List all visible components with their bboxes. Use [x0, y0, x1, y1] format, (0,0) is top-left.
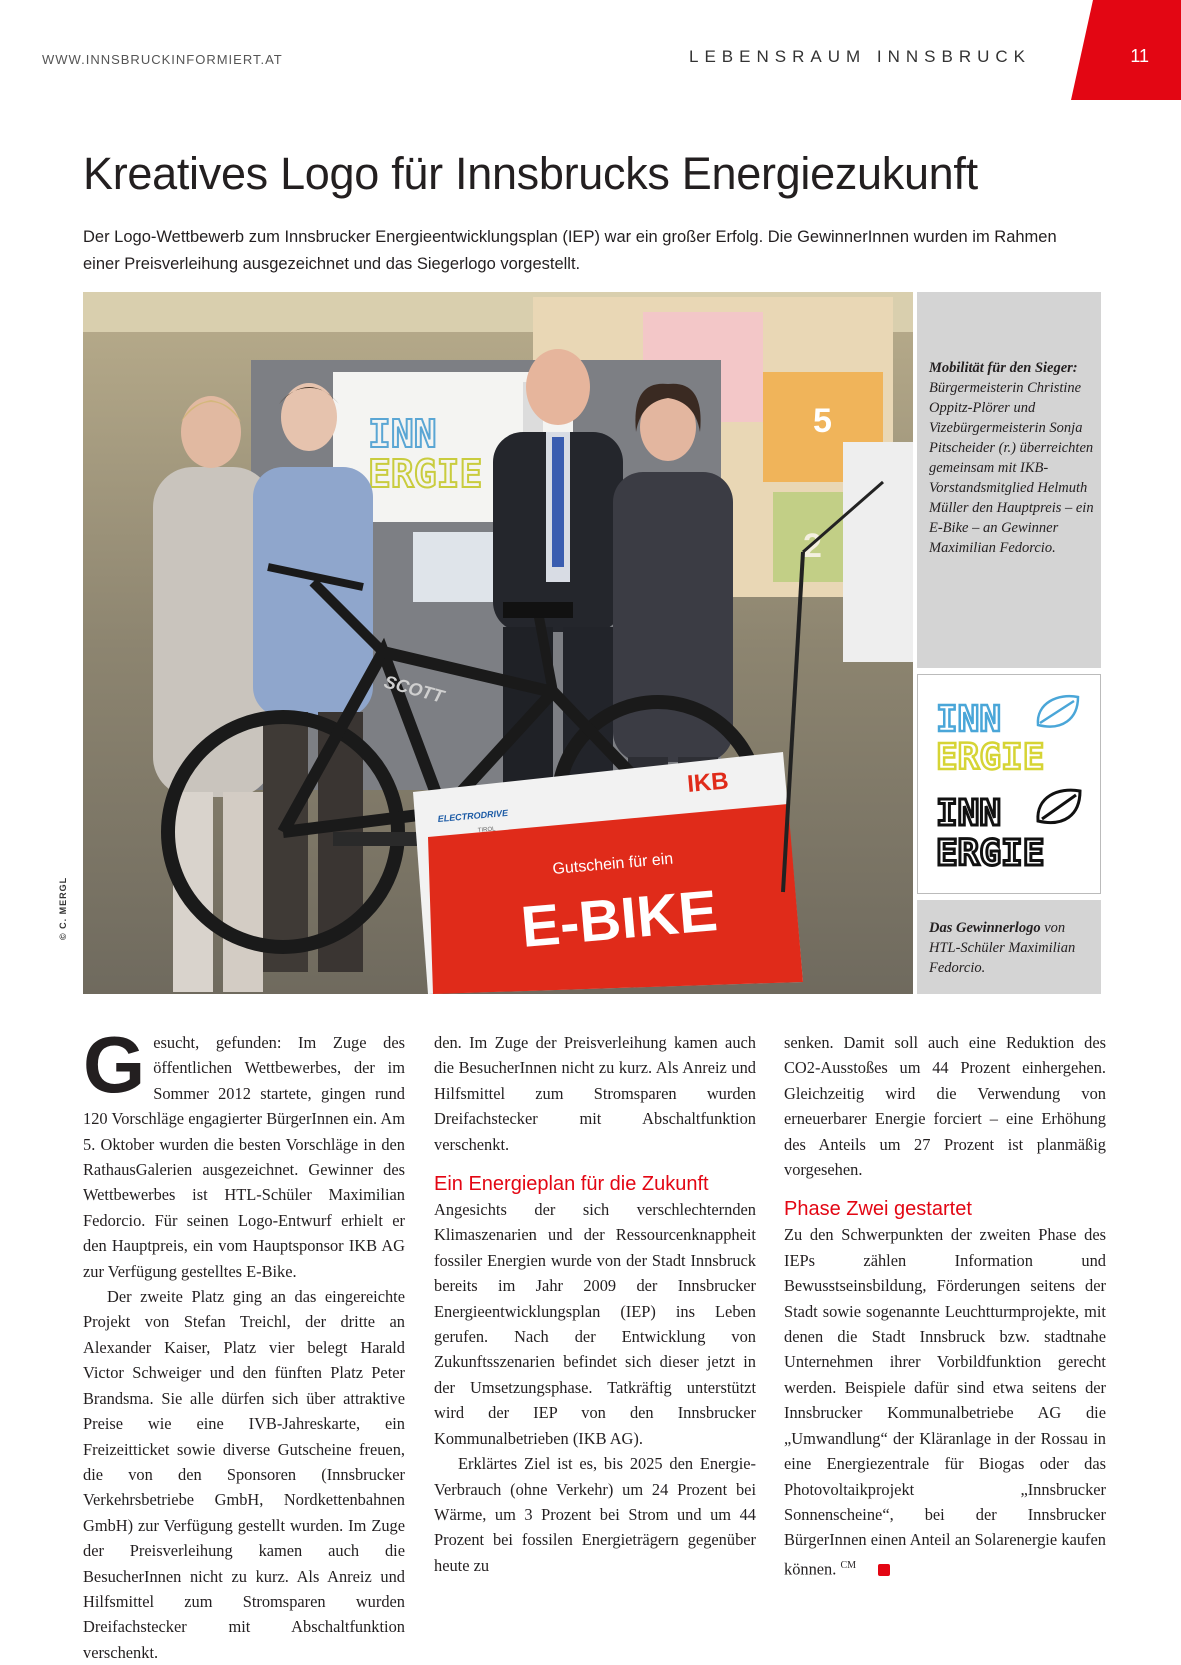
section-title: LEBENSRAUM INNSBRUCK	[689, 47, 1031, 66]
subheading-energy-plan: Ein Energieplan für die Zukunft	[434, 1173, 709, 1196]
subheading-phase-two: Phase Zwei gestartet	[784, 1198, 972, 1221]
winner-logo	[918, 675, 1100, 893]
voucher-sign-sponsor-sub: TIROL	[477, 826, 496, 834]
website-url: WWW.INNSBRUCKINFORMIERT.AT	[42, 52, 283, 67]
board-paper	[413, 532, 493, 602]
screen-number-5: 5	[813, 402, 832, 440]
drop-cap: G	[83, 1020, 146, 1109]
winner-logo-box	[917, 674, 1101, 894]
award-photo-illustration	[83, 292, 913, 994]
photo-caption-bold: Mobilität für den Sieger:	[929, 360, 1078, 376]
body-paragraph-2-cont: den. Im Zuge der Preisverleihung kamen auch die BesucherInnen nicht zu kurz. Als Anreiz und Hilfsmittel zum Stromsparen wurden Dreifachstecker mit Abschaltfunktion verschenkt.	[434, 1033, 756, 1154]
board-logo-line2: ERGIE	[368, 452, 483, 496]
body-column-2	[434, 1030, 756, 1578]
page-number-tab	[1071, 0, 1181, 100]
body-paragraph-4-cont: senken. Damit soll auch eine Reduktion des CO2-Ausstoßes um 44 Prozent einhergehen. Gleichzeitig wird die Verwendung von erneuerbarer Energie forciert – eine Erhöhung des Anteils um 27 Prozent ist planmäßig vorgesehen.	[784, 1033, 1106, 1180]
leaf-icon	[1038, 696, 1078, 726]
body-column-3	[784, 1030, 1106, 1582]
award-photo	[83, 292, 913, 994]
end-mark-icon	[878, 1564, 890, 1576]
logo-color-line2: ERGIE	[936, 737, 1045, 778]
body-paragraph-5	[784, 1222, 1106, 1581]
logo-caption	[929, 918, 1099, 978]
board-logo-line1: INN	[368, 412, 437, 456]
voucher-sign-brand: IKB	[686, 767, 730, 798]
voucher-sign-top: Gutschein für ein	[551, 850, 674, 878]
body-paragraph-5-text: Zu den Schwerpunkten der zweiten Phase des IEPs zählen Information und Bewusstseinsbildung, Förderungen seitens der Stadt sowie sogenannte Leuchtturmprojekte, mit denen die Stadt Innsbruck bzw. stadtnahe Unternehmen ihrer Vorbildfunktion gerecht werden. Beispiele dafür sind etwa seitens der Innsbrucker Kommunalbetriebe AG die „Umwandlung“ der Kläranlage in der Rossau in eine Energiezentrale für Biogas oder das Photovoltaikprojekt „Innsbrucker Sonnenscheine“, bei der Innsbrucker BürgerInnen einen Anteil an Solarenergie kaufen können.	[784, 1225, 1106, 1579]
body-paragraph-4: Erklärtes Ziel ist es, bis 2025 den Energie-Verbrauch (ohne Verkehr) um 24 Prozent bei Wärme, um 3 Prozent bei Strom und um 44 Prozent bei fossilen Energieträgern gegenüber heute zu	[434, 1454, 756, 1575]
photo-caption	[929, 358, 1099, 558]
article-lead: Der Logo-Wettbewerb zum Innsbrucker Energieentwicklungsplan (IEP) war ein großer Erfolg. Die GewinnerInnen wurden im Rahmen einer Preisverleihung ausgezeichnet und das Siegerlogo vorgestellt.	[83, 228, 1057, 273]
author-signature: CM	[840, 1559, 857, 1571]
screen-number-2: 2	[803, 527, 822, 565]
logo-bw-line1: INN	[936, 793, 1002, 834]
photo-caption-text: Bürgermeisterin Christine Oppitz-Plörer und Vizebürgermeisterin Sonja Pitscheider (r.) überreichten gemeinsam mit IKB-Vorstandsmitglied Helmuth Müller den Hauptpreis – ein E-Bike – an Gewinner Maximilian Fedorcio.	[929, 380, 1094, 556]
page-number: 11	[1130, 46, 1149, 66]
voucher-sign	[413, 752, 803, 994]
body-column-1	[83, 1020, 405, 1665]
photo-credit: © C. MERGL	[58, 876, 68, 940]
bike-brand-label: SCOTT	[381, 671, 447, 707]
logo-color-line1: INN	[936, 699, 1002, 740]
body-paragraph-1-text: esucht, gefunden: Im Zuge des öffentlichen Wettbewerbes, der im Sommer 2012 startete, gingen rund 120 Vorschläge engagierter BürgerInnen ein. Am 5. Oktober wurden die besten Vorschläge in den RathausGalerien ausgezeichnet. Gewinner des Wettbewerbes ist HTL-Schüler Maximilian Fedorcio. Für seinen Logo-Entwurf erhielt er den Hauptpreis, ein vom Hauptsponsor IKB AG zur Verfügung gestelltes E-Bike.	[83, 1033, 405, 1281]
body-paragraph-2: Der zweite Platz ging an das eingereichte Projekt von Stefan Treichl, der dritte an Alexander Kaiser, Platz vier belegt Harald Victor Schweiger und den fünften Platz Peter Brandsma. Sie alle dürfen sich über attraktive Preise wie eine IVB-Jahreskarte, ein Freizeitticket sowie diverse Gutscheine freuen, die von den Sponsoren (Innsbrucker Verkehrsbetriebe GmbH, Nordkettenbahnen GmbH) zur Verfügung gestellt wurden. Im Zuge der Preisverleihung kamen auch die BesucherInnen nicht zu kurz. Als Anreiz und Hilfsmittel zum Stromsparen wurden Dreifachstecker mit Abschaltfunktion verschenkt.	[83, 1287, 405, 1662]
logo-caption-text: von HTL-Schüler Maximilian Fedorcio.	[929, 920, 1076, 976]
voucher-sign-main: E-BIKE	[518, 878, 720, 960]
screen-white	[843, 442, 913, 662]
body-paragraph-3: Angesichts der sich verschlechternden Klimaszenarien und der Ressourcenknappheit fossiler Energien wurde von der Stadt Innsbruck bereits im Jahr 2009 der Innsbrucker Energieentwicklungsplan (IEP) ins Leben gerufen. Nach der Entwicklung von Zukunftsszenarien befindet sich dieser jetzt in der Umsetzungsphase. Tatkräftig unterstützt wird der IEP von den Innsbrucker Kommunalbetrieben (IKB AG).	[434, 1200, 756, 1448]
body-paragraph-1	[83, 1020, 405, 1284]
logo-caption-bold: Das Gewinnerlogo	[929, 920, 1041, 936]
voucher-sign-sponsor: ELECTRODRIVE	[437, 807, 509, 824]
leaf-icon-bw	[1038, 790, 1080, 822]
article-title: Kreatives Logo für Innsbrucks Energiezukunft	[83, 148, 978, 199]
logo-bw-line2: ERGIE	[936, 833, 1045, 874]
